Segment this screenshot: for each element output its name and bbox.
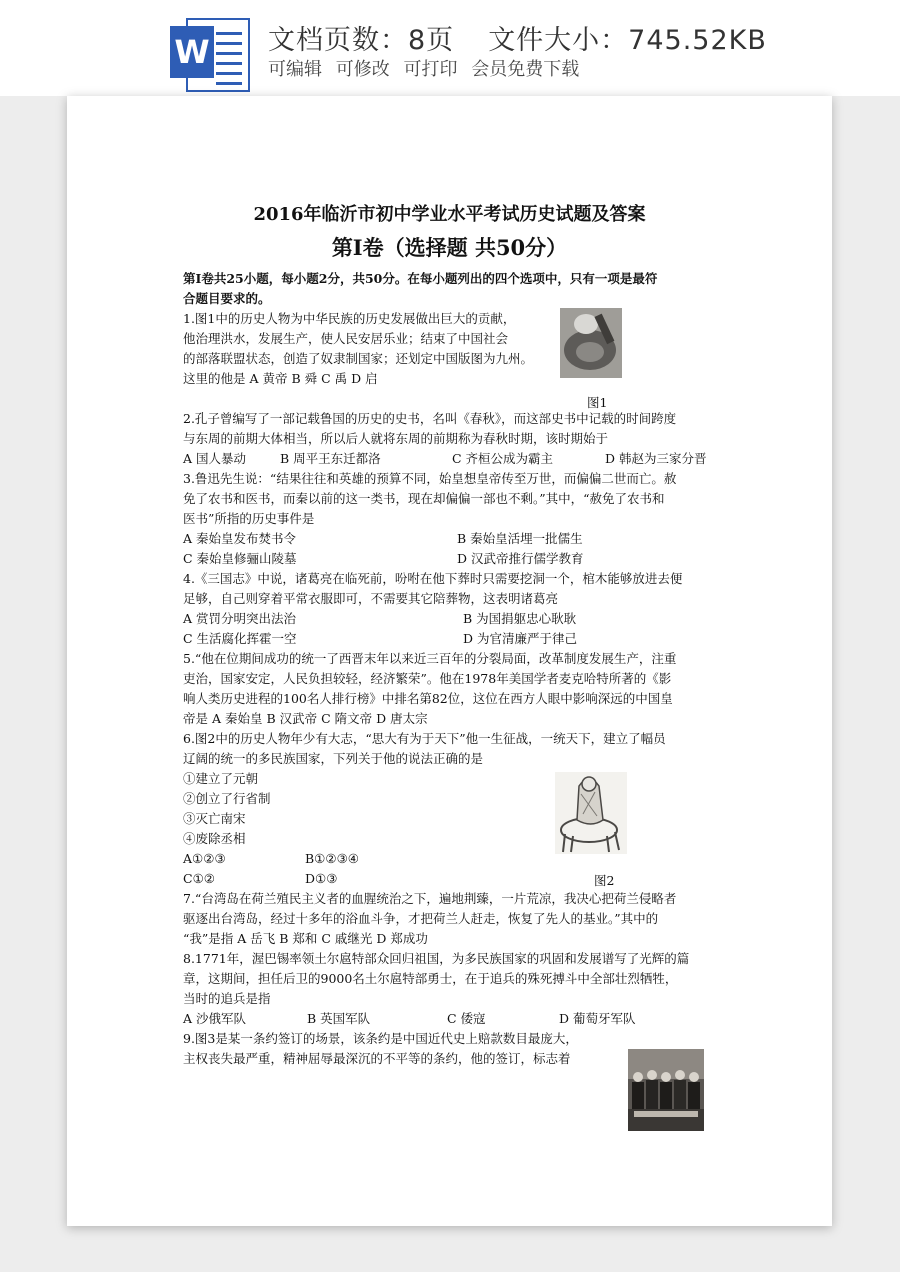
feature-editable: 可编辑: [268, 59, 322, 80]
q4-option: A 赏罚分明突出法治: [183, 611, 297, 626]
q4-line: 足够，自己则穿着平常衣服即可，不需要其它陪葬物，这表明诸葛亮: [183, 591, 559, 606]
q3-option: B 秦始皇活埋一批儒生: [457, 531, 583, 546]
q3-line: 3.鲁迅先生说：“结果往往和英雄的预算不同，始皇想皇帝传至万世，而偏偏二世而亡。赦: [183, 471, 677, 486]
q2-option: A 国人暴动: [183, 451, 247, 466]
word-document-icon: [170, 16, 254, 96]
q1-line: 的部落联盟状态，创造了奴隶制国家；还划定中国版图为九州。: [183, 351, 534, 366]
q6-option: A①②③: [183, 851, 226, 866]
q6-option: C①②: [183, 871, 215, 886]
figure-3-image: [628, 1049, 704, 1131]
section-title: 第Ⅰ卷（选择题 共50分）: [331, 235, 568, 260]
feature-printable: 可打印: [403, 59, 458, 80]
word-letter: W: [170, 26, 214, 78]
instructions-line: 第Ⅰ卷共25小题，每小题2分，共50分。在每小题列出的四个选项中，只有一项是最符: [183, 271, 658, 286]
q6-item: ③灭亡南宋: [183, 811, 246, 826]
q8-option: A 沙俄军队: [183, 1011, 247, 1026]
document-page: [67, 96, 832, 1226]
q7-line: 7.“台湾岛在荷兰殖民主义者的血腥统治之下，遍地荆臻，一片荒凉，我决心把荷兰侵略者: [183, 891, 677, 906]
q7-line: 驱逐出台湾岛，经过十多年的浴血斗争，才把荷兰人赶走，恢复了先人的基业。”其中的: [183, 911, 659, 926]
q4-line: 4.《三国志》中说，诸葛亮在临死前，吩咐在他下葬时只需要挖洞一个，棺木能够放进去便: [183, 571, 683, 586]
q6-item: ④废除丞相: [183, 831, 246, 846]
q3-line: 免了农书和医书，而秦以前的这一类书，现在却偏偏一部也不剩。”其中，“赦免了农书和: [183, 491, 665, 506]
q6-line: 辽阔的统一的多民族国家，下列关于他的说法正确的是: [183, 751, 484, 766]
feature-member-download[interactable]: 会员免费下载: [471, 59, 580, 80]
figure-2-image: [555, 772, 627, 854]
doc-meta: [268, 18, 767, 57]
q3-option: D 汉武帝推行儒学教育: [457, 551, 584, 566]
q4-option: B 为国捐躯忠心耿耿: [463, 611, 577, 626]
q2-option: B 周平王东迁都洛: [280, 451, 381, 466]
q5-line: 5.“他在位期间成功的统一了西晋末年以来近三百年的分裂局面，改革制度发展生产，注重: [183, 651, 677, 666]
q2-line: 与东周的前期大体相当，所以后人就将东周的前期称为春秋时期，该时期始于: [183, 431, 609, 446]
q8-option: D 葡萄牙军队: [559, 1011, 636, 1026]
q2-option: C 齐桓公成为霸主: [452, 451, 554, 466]
q3-line: 医书”所指的历史事件是: [183, 511, 315, 526]
q6-item: ②创立了行省制: [183, 791, 271, 806]
figure-1-image: [560, 308, 622, 378]
q5-line: 帝是 A 秦始皇 B 汉武帝 C 隋文帝 D 唐太宗: [183, 711, 428, 726]
q6-line: 6.图2中的历史人物年少有大志，“思大有为于天下”他一生征战，一统天下，建立了幅员: [183, 731, 666, 746]
q5-line: 响人类历史进程的100名人排行榜》中排名第82位，这位在西方人眼中影响深远的中国皇: [183, 691, 673, 706]
q9-line: 9.图3是某一条约签订的场景，该条约是中国近代史上赔款数目最庞大，: [183, 1031, 578, 1046]
instructions-line: 合题目要求的。: [183, 291, 271, 306]
feature-modifiable: 可修改: [335, 59, 390, 80]
q1-line: 他治理洪水，发展生产，使人民安居乐业；结束了中国社会: [183, 331, 509, 346]
header-banner: [0, 0, 900, 96]
q4-option: D 为官清廉严于律己: [463, 631, 577, 646]
q3-option: A 秦始皇发布焚书令: [183, 531, 297, 546]
q6-option: D①③: [305, 871, 338, 886]
q7-line: “我”是指 A 岳飞 B 郑和 C 戚继光 D 郑成功: [183, 931, 428, 946]
doc-title: 2016年临沂市初中学业水平考试历史试题及答案: [253, 204, 646, 225]
q2-line: 2.孔子曾编写了一部记载鲁国的历史的史书，名叫《春秋》，而这部史书中记载的时间跨度: [183, 411, 677, 426]
q1-line: 1.图1中的历史人物为中华民族的历史发展做出巨大的贡献，: [183, 311, 516, 326]
figure-1-caption: 图1: [587, 395, 608, 410]
q8-option: B 英国军队: [307, 1011, 371, 1026]
q8-line: 8.1771年，渥巴锡率领土尔扈特部众回归祖国，为多民族国家的巩固和发展谱写了光辉的篇: [183, 951, 690, 966]
q2-option: D 韩赵为三家分晋: [605, 451, 707, 466]
q6-item: ①建立了元朝: [183, 771, 259, 786]
q1-line: 这里的他是 A 黄帝 B 舜 C 禹 D 启: [183, 371, 378, 386]
q8-line: 章，这期间，担任后卫的9000名土尔扈特部勇士，在于追兵的殊死搏斗中全部壮烈牺牲，: [183, 971, 678, 986]
feature-list: [268, 55, 587, 81]
q8-line: 当时的追兵是指: [183, 991, 271, 1006]
file-size: 文件大小：745.52KB: [488, 25, 767, 56]
q3-option: C 秦始皇修骊山陵墓: [183, 551, 297, 566]
q8-option: C 倭寇: [447, 1011, 486, 1026]
q9-line: 主权丧失最严重，精神屈辱最深沉的不平等的条约，他的签订，标志着: [183, 1051, 571, 1066]
figure-2-caption: 图2: [594, 873, 615, 888]
q5-line: 吏治，国家安定，人民负担较轻，经济繁荣”。他在1978年美国学者麦克哈特所著的《影: [183, 671, 672, 686]
page-count: 文档页数：8页: [268, 25, 455, 56]
q6-option: B①②③④: [305, 851, 360, 866]
q4-option: C 生活腐化挥霍一空: [183, 631, 297, 646]
